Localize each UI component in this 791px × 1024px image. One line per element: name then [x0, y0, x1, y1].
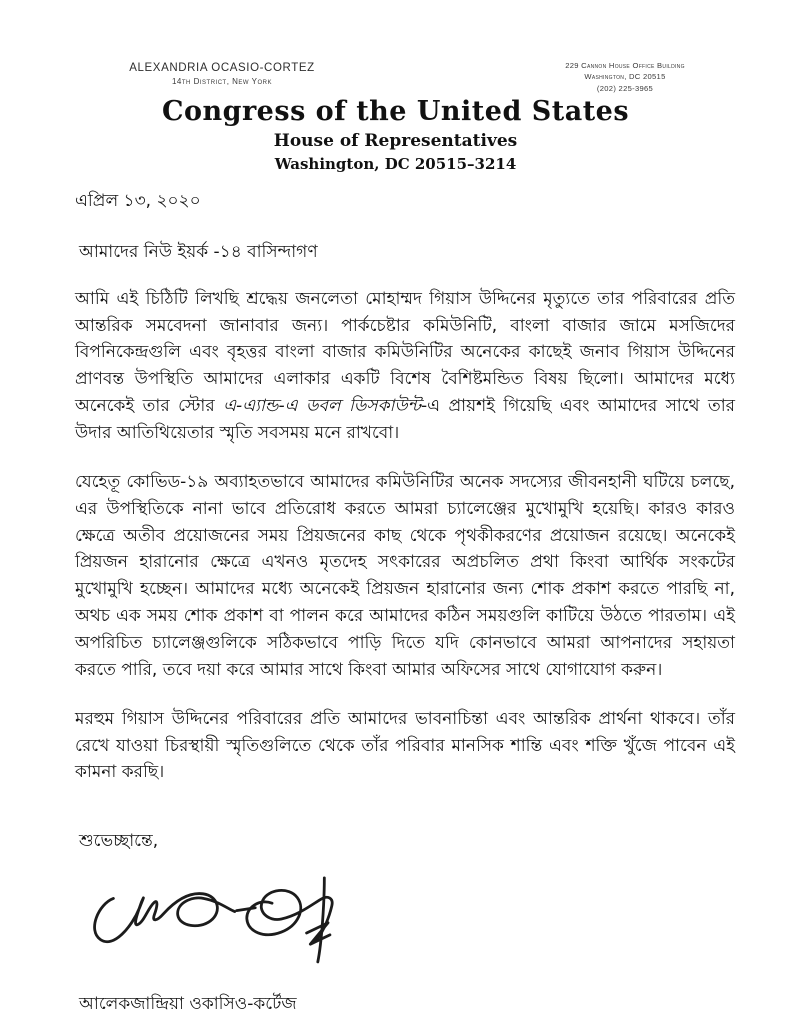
office-address-line: Washington, DC 20515 [584, 72, 666, 82]
congress-header [0, 96, 791, 173]
signature-icon [81, 863, 381, 975]
representative-district: 14th District, New York [171, 77, 273, 86]
paragraph-1-text-cont: -এ প্রায়শই গিয়েছি এবং আমাদের সাথে তার উদার আতিথিয়েতার স্মৃতি সবসময় মনে রাখবো। [75, 396, 735, 444]
typed-signature-name: আলেকজান্দ্রিয়া ওকাসিও-কর্টেজ [79, 994, 297, 1015]
paragraph-2: যেহেতূ কোভিড-১৯ অব্যাহতভাবে আমাদের কমিউনিটির অনেক সদস্যের জীবনহানী ঘটিয়ে চলছে, এর উপস্থিতিকে নানা ভাবে প্রতিরোধ করতে আমরা চ্যালেঞ্জের মুখোমুখি হয়েছি। কারও কারও ক্ষেত্রে অতীব প্রয়োজনের সময় প্রিয়জনের কাছ থেকে পৃথকীকরণের প্রয়োজন রয়েছে। অনেকেই প্রিয়জন হারানোর ক্ষেত্রে এখনও মৃতদেহ সৎকারের অপ্রচলিত প্রথা কিংবা আর্থিক সংকটের মুখোমুখি হচ্ছেন। আমাদের মধ্যে অনেকেই প্রিয়জন হারানোর জন্য শোক প্রকাশ করতে পারছি না, অথচ এক সময় শোক প্রকাশ বা পালন করে আমাদের কঠিন সময়গুলি কাটিয়ে উঠতে পারতাম। এই অপরিচিত চ্যালেঞ্জগুলিকে সঠিকভাবে পাড়ি দিতে যদি কোনভাবে আমরা আপনাদের সহায়তা করতে পারি, তবে দয়া করে আমার সাথে কিংবা আমার অফিসের সাথে যোগাযোগ করুন। [75, 471, 735, 680]
salutation: আমাদের নিউ ইয়র্ক -১৪ বাসিন্দাগণ [79, 241, 318, 262]
letter-body [75, 188, 735, 1018]
paragraph-1 [75, 286, 735, 447]
paragraph-1-text: আমি এই চিঠিটি লিখছি শ্রদ্ধেয় জনলেতা মোহাম্মদ গিয়াস উদ্দিনের মৃত্যুতে তার পরিবারের প্রতি আন্তরিক সমবেদনা জানাবার জন্য। পার্কচেষ্টার কমিউনিটি, বাংলা বাজার জামে মসজিদের বিপনিকেন্দ্রগুলি এবং বৃহত্তর বাংলা বাজার কমিউনিটির অনেকের কাছেই জনাব গিয়াস উদ্দিনের প্রাণবন্ত উপস্থিতি আমাদের এলাকার একটি বিশেষ বৈশিষ্টমন্ডিত বিষয় ছিলো। আমাদের মধ্যে অনেকেই তার স্টোর [75, 288, 735, 417]
letter-date: এপ্রিল ১৩, ২০২০ [75, 191, 201, 211]
paragraph-3: মরহুম গিয়াস উদ্দিনের পরিবারের প্রতি আমাদের ভাবনাচিন্তা এবং আন্তরিক প্রার্থনা থাকবে। তাঁর রেখে যাওয়া চিরস্থায়ী স্মৃতিগুলিতে থেকে তাঁর পরিবার মানসিক শান্তি এবং শক্তি খুঁজে পাবেন এই কামনা করছি। [75, 708, 735, 783]
representative-name: ALEXANDRIA OCASIO-CORTEZ [129, 62, 315, 74]
office-address-line: 229 Cannon House Office Building [565, 61, 685, 70]
dc-address: Washington, DC 20515–3214 [274, 155, 517, 173]
closing: শুভেচ্ছান্তে, [79, 831, 159, 852]
representative-block [92, 62, 352, 86]
office-phone: (202) 225-3965 [596, 83, 654, 93]
handwritten-signature [81, 863, 381, 975]
congress-title: Congress of the United States [161, 96, 630, 127]
chamber-title: House of Representatives [273, 131, 518, 151]
store-name-italic: এ-এ্যান্ড-এ ডবল ডিসকাউন্ট [223, 396, 422, 417]
office-address-block [525, 60, 725, 94]
letterhead [0, 0, 791, 178]
